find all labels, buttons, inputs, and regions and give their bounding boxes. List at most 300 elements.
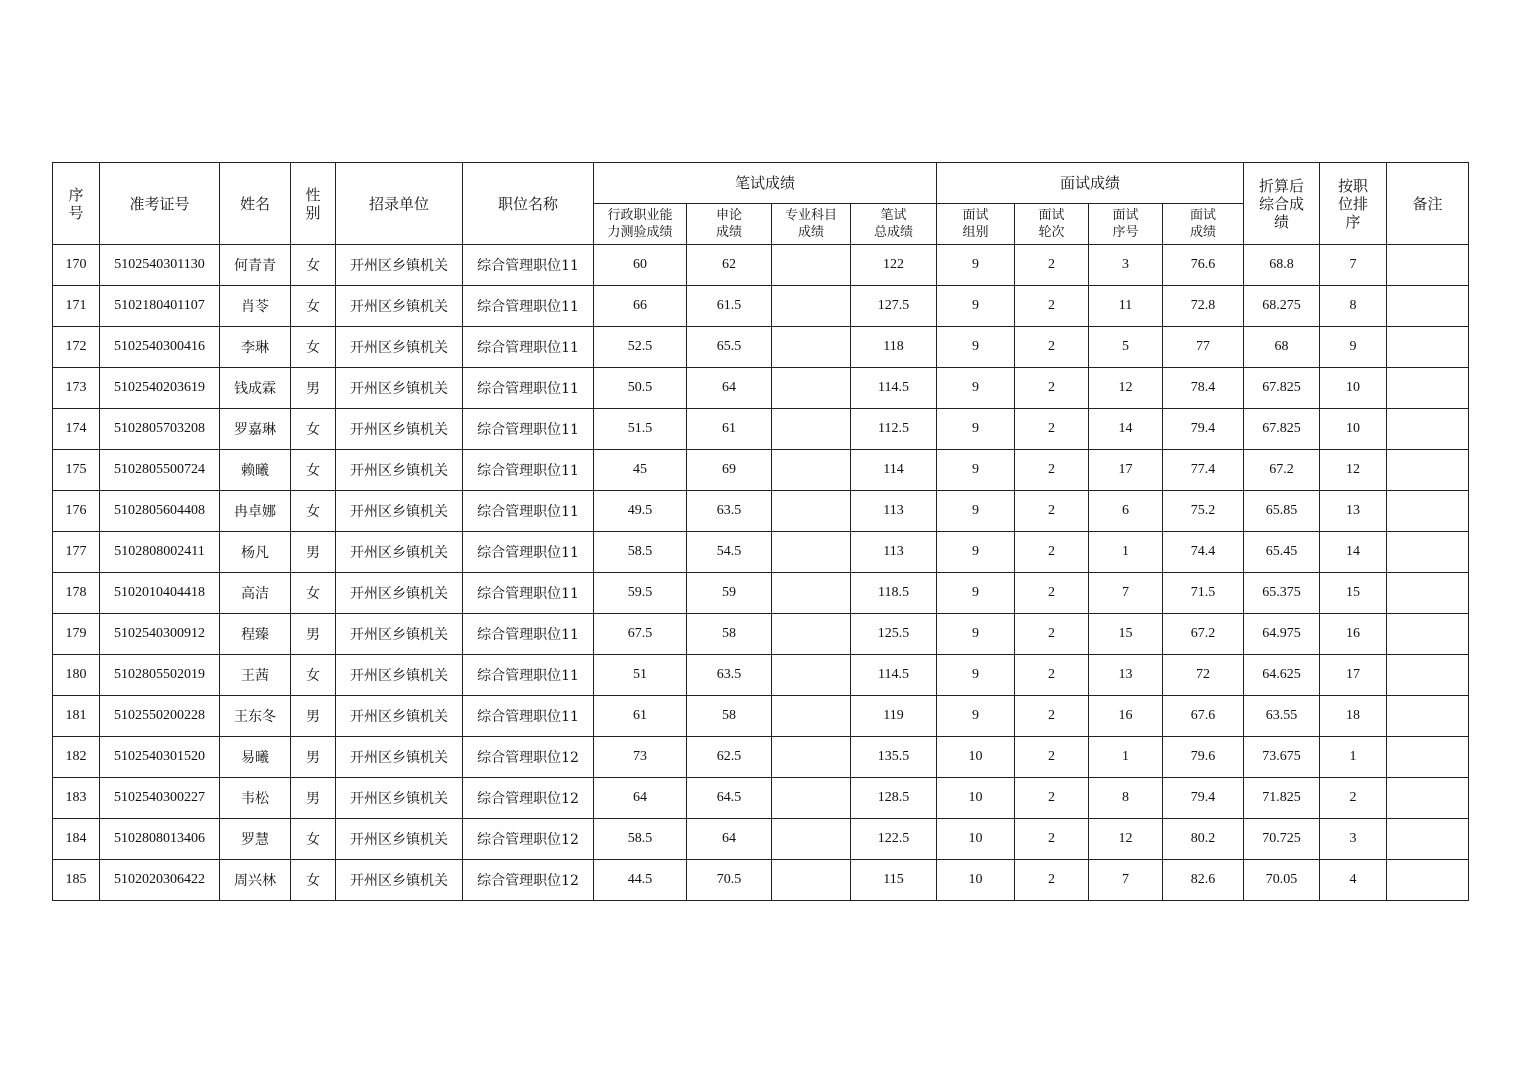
cell-interview-score: 76.6: [1163, 245, 1244, 286]
cell-name: 王茜: [220, 655, 291, 696]
cell-interview-score: 79.6: [1163, 737, 1244, 778]
cell-position: 综合管理职位11: [463, 245, 594, 286]
cell-rank: 18: [1320, 696, 1387, 737]
header-shenlun: 申论 成绩: [687, 204, 772, 245]
cell-composite: 71.825: [1244, 778, 1320, 819]
cell-gender: 女: [291, 860, 336, 901]
cell-xingce: 64: [594, 778, 687, 819]
cell-remark: [1387, 655, 1469, 696]
cell-rank: 15: [1320, 573, 1387, 614]
cell-name: 罗慧: [220, 819, 291, 860]
cell-seq: 171: [53, 286, 100, 327]
cell-written-total: 122: [851, 245, 937, 286]
cell-xingce: 44.5: [594, 860, 687, 901]
cell-interview-group: 9: [937, 491, 1015, 532]
cell-seq: 177: [53, 532, 100, 573]
cell-rank: 2: [1320, 778, 1387, 819]
cell-rank: 7: [1320, 245, 1387, 286]
cell-written-total: 113: [851, 491, 937, 532]
cell-interview-round: 2: [1015, 655, 1089, 696]
cell-exam-id: 5102805502019: [100, 655, 220, 696]
cell-composite: 65.45: [1244, 532, 1320, 573]
cell-major: [772, 450, 851, 491]
cell-interview-order: 5: [1089, 327, 1163, 368]
table-row: [53, 491, 1469, 532]
cell-position: 综合管理职位11: [463, 573, 594, 614]
cell-written-total: 119: [851, 696, 937, 737]
cell-remark: [1387, 737, 1469, 778]
cell-remark: [1387, 696, 1469, 737]
cell-xingce: 58.5: [594, 819, 687, 860]
cell-composite: 67.2: [1244, 450, 1320, 491]
cell-position: 综合管理职位11: [463, 532, 594, 573]
cell-xingce: 50.5: [594, 368, 687, 409]
cell-interview-round: 2: [1015, 573, 1089, 614]
cell-exam-id: 5102180401107: [100, 286, 220, 327]
cell-interview-order: 12: [1089, 368, 1163, 409]
cell-rank: 10: [1320, 409, 1387, 450]
cell-interview-group: 10: [937, 860, 1015, 901]
header-interview-group: 面试成绩: [937, 163, 1244, 204]
cell-rank: 10: [1320, 368, 1387, 409]
cell-interview-score: 72: [1163, 655, 1244, 696]
header-composite: 折算后 综合成 绩: [1244, 163, 1320, 245]
cell-name: 赖曦: [220, 450, 291, 491]
cell-name: 罗嘉琳: [220, 409, 291, 450]
cell-seq: 181: [53, 696, 100, 737]
cell-gender: 女: [291, 819, 336, 860]
cell-exam-id: 5102540300912: [100, 614, 220, 655]
cell-interview-group: 10: [937, 778, 1015, 819]
cell-written-total: 122.5: [851, 819, 937, 860]
cell-remark: [1387, 327, 1469, 368]
cell-rank: 12: [1320, 450, 1387, 491]
table-row: [53, 409, 1469, 450]
cell-seq: 180: [53, 655, 100, 696]
cell-composite: 67.825: [1244, 409, 1320, 450]
cell-composite: 70.725: [1244, 819, 1320, 860]
cell-interview-score: 80.2: [1163, 819, 1244, 860]
cell-xingce: 66: [594, 286, 687, 327]
cell-gender: 男: [291, 696, 336, 737]
cell-seq: 185: [53, 860, 100, 901]
cell-major: [772, 778, 851, 819]
table-row: [53, 286, 1469, 327]
cell-xingce: 59.5: [594, 573, 687, 614]
cell-written-total: 115: [851, 860, 937, 901]
cell-composite: 64.975: [1244, 614, 1320, 655]
cell-unit: 开州区乡镇机关: [336, 696, 463, 737]
cell-major: [772, 860, 851, 901]
cell-name: 韦松: [220, 778, 291, 819]
cell-composite: 70.05: [1244, 860, 1320, 901]
cell-seq: 178: [53, 573, 100, 614]
cell-major: [772, 737, 851, 778]
cell-shenlun: 58: [687, 696, 772, 737]
cell-unit: 开州区乡镇机关: [336, 655, 463, 696]
cell-seq: 179: [53, 614, 100, 655]
cell-interview-score: 67.2: [1163, 614, 1244, 655]
cell-interview-score: 77: [1163, 327, 1244, 368]
cell-shenlun: 64: [687, 819, 772, 860]
cell-shenlun: 61.5: [687, 286, 772, 327]
cell-position: 综合管理职位11: [463, 409, 594, 450]
cell-interview-group: 9: [937, 655, 1015, 696]
cell-exam-id: 5102540203619: [100, 368, 220, 409]
cell-remark: [1387, 860, 1469, 901]
table-row: [53, 696, 1469, 737]
cell-interview-score: 77.4: [1163, 450, 1244, 491]
cell-interview-round: 2: [1015, 696, 1089, 737]
cell-written-total: 113: [851, 532, 937, 573]
cell-position: 综合管理职位11: [463, 327, 594, 368]
cell-xingce: 45: [594, 450, 687, 491]
cell-unit: 开州区乡镇机关: [336, 778, 463, 819]
table-row: [53, 655, 1469, 696]
cell-gender: 女: [291, 409, 336, 450]
cell-major: [772, 409, 851, 450]
cell-name: 何青青: [220, 245, 291, 286]
cell-name: 王东冬: [220, 696, 291, 737]
cell-composite: 68: [1244, 327, 1320, 368]
cell-gender: 女: [291, 655, 336, 696]
cell-remark: [1387, 778, 1469, 819]
cell-exam-id: 5102540301520: [100, 737, 220, 778]
cell-seq: 175: [53, 450, 100, 491]
header-interview-round: 面试 轮次: [1015, 204, 1089, 245]
cell-composite: 65.375: [1244, 573, 1320, 614]
cell-unit: 开州区乡镇机关: [336, 245, 463, 286]
header-seq: 序 号: [53, 163, 100, 245]
cell-seq: 176: [53, 491, 100, 532]
cell-unit: 开州区乡镇机关: [336, 614, 463, 655]
header-exam-id: 准考证号: [100, 163, 220, 245]
cell-interview-group: 10: [937, 819, 1015, 860]
cell-major: [772, 573, 851, 614]
cell-unit: 开州区乡镇机关: [336, 450, 463, 491]
cell-interview-order: 17: [1089, 450, 1163, 491]
cell-written-total: 114.5: [851, 368, 937, 409]
cell-shenlun: 64: [687, 368, 772, 409]
cell-exam-id: 5102805604408: [100, 491, 220, 532]
cell-remark: [1387, 409, 1469, 450]
cell-xingce: 73: [594, 737, 687, 778]
cell-remark: [1387, 245, 1469, 286]
cell-position: 综合管理职位11: [463, 286, 594, 327]
cell-shenlun: 63.5: [687, 491, 772, 532]
cell-interview-score: 79.4: [1163, 778, 1244, 819]
cell-interview-order: 3: [1089, 245, 1163, 286]
cell-written-total: 135.5: [851, 737, 937, 778]
cell-unit: 开州区乡镇机关: [336, 286, 463, 327]
cell-major: [772, 245, 851, 286]
cell-name: 程臻: [220, 614, 291, 655]
cell-unit: 开州区乡镇机关: [336, 409, 463, 450]
cell-interview-group: 9: [937, 368, 1015, 409]
cell-remark: [1387, 819, 1469, 860]
score-table: [52, 162, 1469, 901]
cell-unit: 开州区乡镇机关: [336, 368, 463, 409]
cell-rank: 14: [1320, 532, 1387, 573]
header-written-total: 笔试 总成绩: [851, 204, 937, 245]
header-xingce: 行政职业能 力测验成绩: [594, 204, 687, 245]
cell-position: 综合管理职位11: [463, 368, 594, 409]
cell-written-total: 125.5: [851, 614, 937, 655]
cell-gender: 女: [291, 491, 336, 532]
cell-interview-score: 71.5: [1163, 573, 1244, 614]
table-header: [53, 163, 1469, 245]
cell-shenlun: 64.5: [687, 778, 772, 819]
header-interview-group-no: 面试 组别: [937, 204, 1015, 245]
cell-gender: 男: [291, 778, 336, 819]
cell-written-total: 114.5: [851, 655, 937, 696]
cell-unit: 开州区乡镇机关: [336, 532, 463, 573]
cell-interview-round: 2: [1015, 450, 1089, 491]
cell-exam-id: 5102540301130: [100, 245, 220, 286]
cell-major: [772, 819, 851, 860]
cell-position: 综合管理职位12: [463, 860, 594, 901]
cell-interview-score: 74.4: [1163, 532, 1244, 573]
cell-written-total: 118.5: [851, 573, 937, 614]
table-row: [53, 327, 1469, 368]
cell-interview-round: 2: [1015, 409, 1089, 450]
header-unit: 招录单位: [336, 163, 463, 245]
cell-rank: 4: [1320, 860, 1387, 901]
cell-unit: 开州区乡镇机关: [336, 860, 463, 901]
cell-xingce: 61: [594, 696, 687, 737]
cell-gender: 女: [291, 245, 336, 286]
cell-interview-score: 79.4: [1163, 409, 1244, 450]
cell-interview-order: 16: [1089, 696, 1163, 737]
cell-exam-id: 5102808013406: [100, 819, 220, 860]
cell-unit: 开州区乡镇机关: [336, 327, 463, 368]
cell-exam-id: 5102020306422: [100, 860, 220, 901]
cell-position: 综合管理职位12: [463, 819, 594, 860]
table-row: [53, 450, 1469, 491]
cell-position: 综合管理职位12: [463, 778, 594, 819]
cell-unit: 开州区乡镇机关: [336, 491, 463, 532]
cell-gender: 女: [291, 450, 336, 491]
cell-written-total: 112.5: [851, 409, 937, 450]
cell-composite: 64.625: [1244, 655, 1320, 696]
table-row: [53, 860, 1469, 901]
cell-rank: 1: [1320, 737, 1387, 778]
cell-remark: [1387, 614, 1469, 655]
cell-interview-group: 9: [937, 327, 1015, 368]
cell-shenlun: 62: [687, 245, 772, 286]
cell-major: [772, 655, 851, 696]
cell-interview-group: 9: [937, 245, 1015, 286]
cell-exam-id: 5102010404418: [100, 573, 220, 614]
cell-interview-order: 15: [1089, 614, 1163, 655]
cell-interview-order: 13: [1089, 655, 1163, 696]
cell-gender: 男: [291, 737, 336, 778]
cell-xingce: 52.5: [594, 327, 687, 368]
cell-shenlun: 63.5: [687, 655, 772, 696]
cell-remark: [1387, 450, 1469, 491]
cell-name: 高洁: [220, 573, 291, 614]
cell-position: 综合管理职位11: [463, 614, 594, 655]
header-name: 姓名: [220, 163, 291, 245]
cell-name: 冉卓娜: [220, 491, 291, 532]
cell-remark: [1387, 532, 1469, 573]
cell-interview-order: 6: [1089, 491, 1163, 532]
cell-position: 综合管理职位11: [463, 696, 594, 737]
cell-interview-score: 67.6: [1163, 696, 1244, 737]
cell-xingce: 49.5: [594, 491, 687, 532]
cell-seq: 170: [53, 245, 100, 286]
cell-interview-order: 11: [1089, 286, 1163, 327]
cell-interview-round: 2: [1015, 327, 1089, 368]
cell-gender: 男: [291, 614, 336, 655]
cell-position: 综合管理职位11: [463, 655, 594, 696]
cell-unit: 开州区乡镇机关: [336, 573, 463, 614]
cell-interview-score: 78.4: [1163, 368, 1244, 409]
cell-seq: 184: [53, 819, 100, 860]
cell-gender: 男: [291, 368, 336, 409]
cell-rank: 9: [1320, 327, 1387, 368]
cell-interview-score: 75.2: [1163, 491, 1244, 532]
cell-name: 杨凡: [220, 532, 291, 573]
cell-rank: 13: [1320, 491, 1387, 532]
header-gender: 性 别: [291, 163, 336, 245]
cell-interview-order: 7: [1089, 860, 1163, 901]
cell-xingce: 51.5: [594, 409, 687, 450]
table-row: [53, 778, 1469, 819]
cell-exam-id: 5102540300416: [100, 327, 220, 368]
cell-written-total: 114: [851, 450, 937, 491]
cell-major: [772, 368, 851, 409]
cell-interview-group: 9: [937, 286, 1015, 327]
cell-interview-score: 72.8: [1163, 286, 1244, 327]
table-row: [53, 573, 1469, 614]
cell-interview-order: 12: [1089, 819, 1163, 860]
cell-xingce: 58.5: [594, 532, 687, 573]
cell-rank: 16: [1320, 614, 1387, 655]
cell-composite: 68.8: [1244, 245, 1320, 286]
cell-remark: [1387, 368, 1469, 409]
cell-seq: 182: [53, 737, 100, 778]
cell-interview-round: 2: [1015, 532, 1089, 573]
cell-interview-round: 2: [1015, 778, 1089, 819]
cell-seq: 183: [53, 778, 100, 819]
cell-major: [772, 614, 851, 655]
cell-interview-round: 2: [1015, 368, 1089, 409]
cell-seq: 173: [53, 368, 100, 409]
table-row: [53, 819, 1469, 860]
cell-name: 钱成霖: [220, 368, 291, 409]
cell-gender: 女: [291, 573, 336, 614]
table-row: [53, 245, 1469, 286]
cell-exam-id: 5102550200228: [100, 696, 220, 737]
cell-interview-round: 2: [1015, 491, 1089, 532]
cell-shenlun: 54.5: [687, 532, 772, 573]
cell-interview-group: 9: [937, 573, 1015, 614]
cell-shenlun: 58: [687, 614, 772, 655]
cell-composite: 73.675: [1244, 737, 1320, 778]
cell-interview-score: 82.6: [1163, 860, 1244, 901]
cell-shenlun: 62.5: [687, 737, 772, 778]
cell-xingce: 60: [594, 245, 687, 286]
cell-interview-group: 9: [937, 614, 1015, 655]
cell-interview-order: 14: [1089, 409, 1163, 450]
cell-interview-round: 2: [1015, 737, 1089, 778]
cell-position: 综合管理职位12: [463, 737, 594, 778]
cell-exam-id: 5102805703208: [100, 409, 220, 450]
cell-remark: [1387, 573, 1469, 614]
cell-interview-group: 10: [937, 737, 1015, 778]
cell-major: [772, 327, 851, 368]
table-body: [53, 245, 1469, 901]
cell-shenlun: 65.5: [687, 327, 772, 368]
cell-xingce: 67.5: [594, 614, 687, 655]
header-rank: 按职 位排 序: [1320, 163, 1387, 245]
cell-gender: 男: [291, 532, 336, 573]
cell-gender: 女: [291, 327, 336, 368]
cell-interview-round: 2: [1015, 819, 1089, 860]
cell-interview-order: 1: [1089, 532, 1163, 573]
cell-exam-id: 5102805500724: [100, 450, 220, 491]
cell-interview-order: 8: [1089, 778, 1163, 819]
cell-shenlun: 61: [687, 409, 772, 450]
cell-name: 易曦: [220, 737, 291, 778]
cell-rank: 3: [1320, 819, 1387, 860]
table-row: [53, 532, 1469, 573]
cell-name: 李琳: [220, 327, 291, 368]
cell-interview-round: 2: [1015, 245, 1089, 286]
cell-rank: 8: [1320, 286, 1387, 327]
header-major: 专业科目 成绩: [772, 204, 851, 245]
cell-major: [772, 696, 851, 737]
header-interview-score: 面试 成绩: [1163, 204, 1244, 245]
cell-shenlun: 70.5: [687, 860, 772, 901]
cell-interview-round: 2: [1015, 860, 1089, 901]
table-row: [53, 614, 1469, 655]
cell-interview-order: 1: [1089, 737, 1163, 778]
cell-exam-id: 5102540300227: [100, 778, 220, 819]
cell-interview-group: 9: [937, 696, 1015, 737]
cell-shenlun: 69: [687, 450, 772, 491]
cell-name: 肖苓: [220, 286, 291, 327]
cell-seq: 174: [53, 409, 100, 450]
cell-seq: 172: [53, 327, 100, 368]
table-row: [53, 737, 1469, 778]
cell-major: [772, 491, 851, 532]
table-row: [53, 368, 1469, 409]
cell-composite: 65.85: [1244, 491, 1320, 532]
cell-unit: 开州区乡镇机关: [336, 819, 463, 860]
cell-position: 综合管理职位11: [463, 491, 594, 532]
cell-interview-group: 9: [937, 532, 1015, 573]
cell-rank: 17: [1320, 655, 1387, 696]
cell-major: [772, 286, 851, 327]
cell-xingce: 51: [594, 655, 687, 696]
header-remark: 备注: [1387, 163, 1469, 245]
cell-interview-group: 9: [937, 409, 1015, 450]
cell-major: [772, 532, 851, 573]
cell-written-total: 127.5: [851, 286, 937, 327]
cell-interview-order: 7: [1089, 573, 1163, 614]
cell-interview-round: 2: [1015, 286, 1089, 327]
cell-composite: 67.825: [1244, 368, 1320, 409]
cell-written-total: 128.5: [851, 778, 937, 819]
header-interview-order: 面试 序号: [1089, 204, 1163, 245]
cell-remark: [1387, 491, 1469, 532]
cell-interview-group: 9: [937, 450, 1015, 491]
cell-remark: [1387, 286, 1469, 327]
cell-composite: 63.55: [1244, 696, 1320, 737]
cell-composite: 68.275: [1244, 286, 1320, 327]
